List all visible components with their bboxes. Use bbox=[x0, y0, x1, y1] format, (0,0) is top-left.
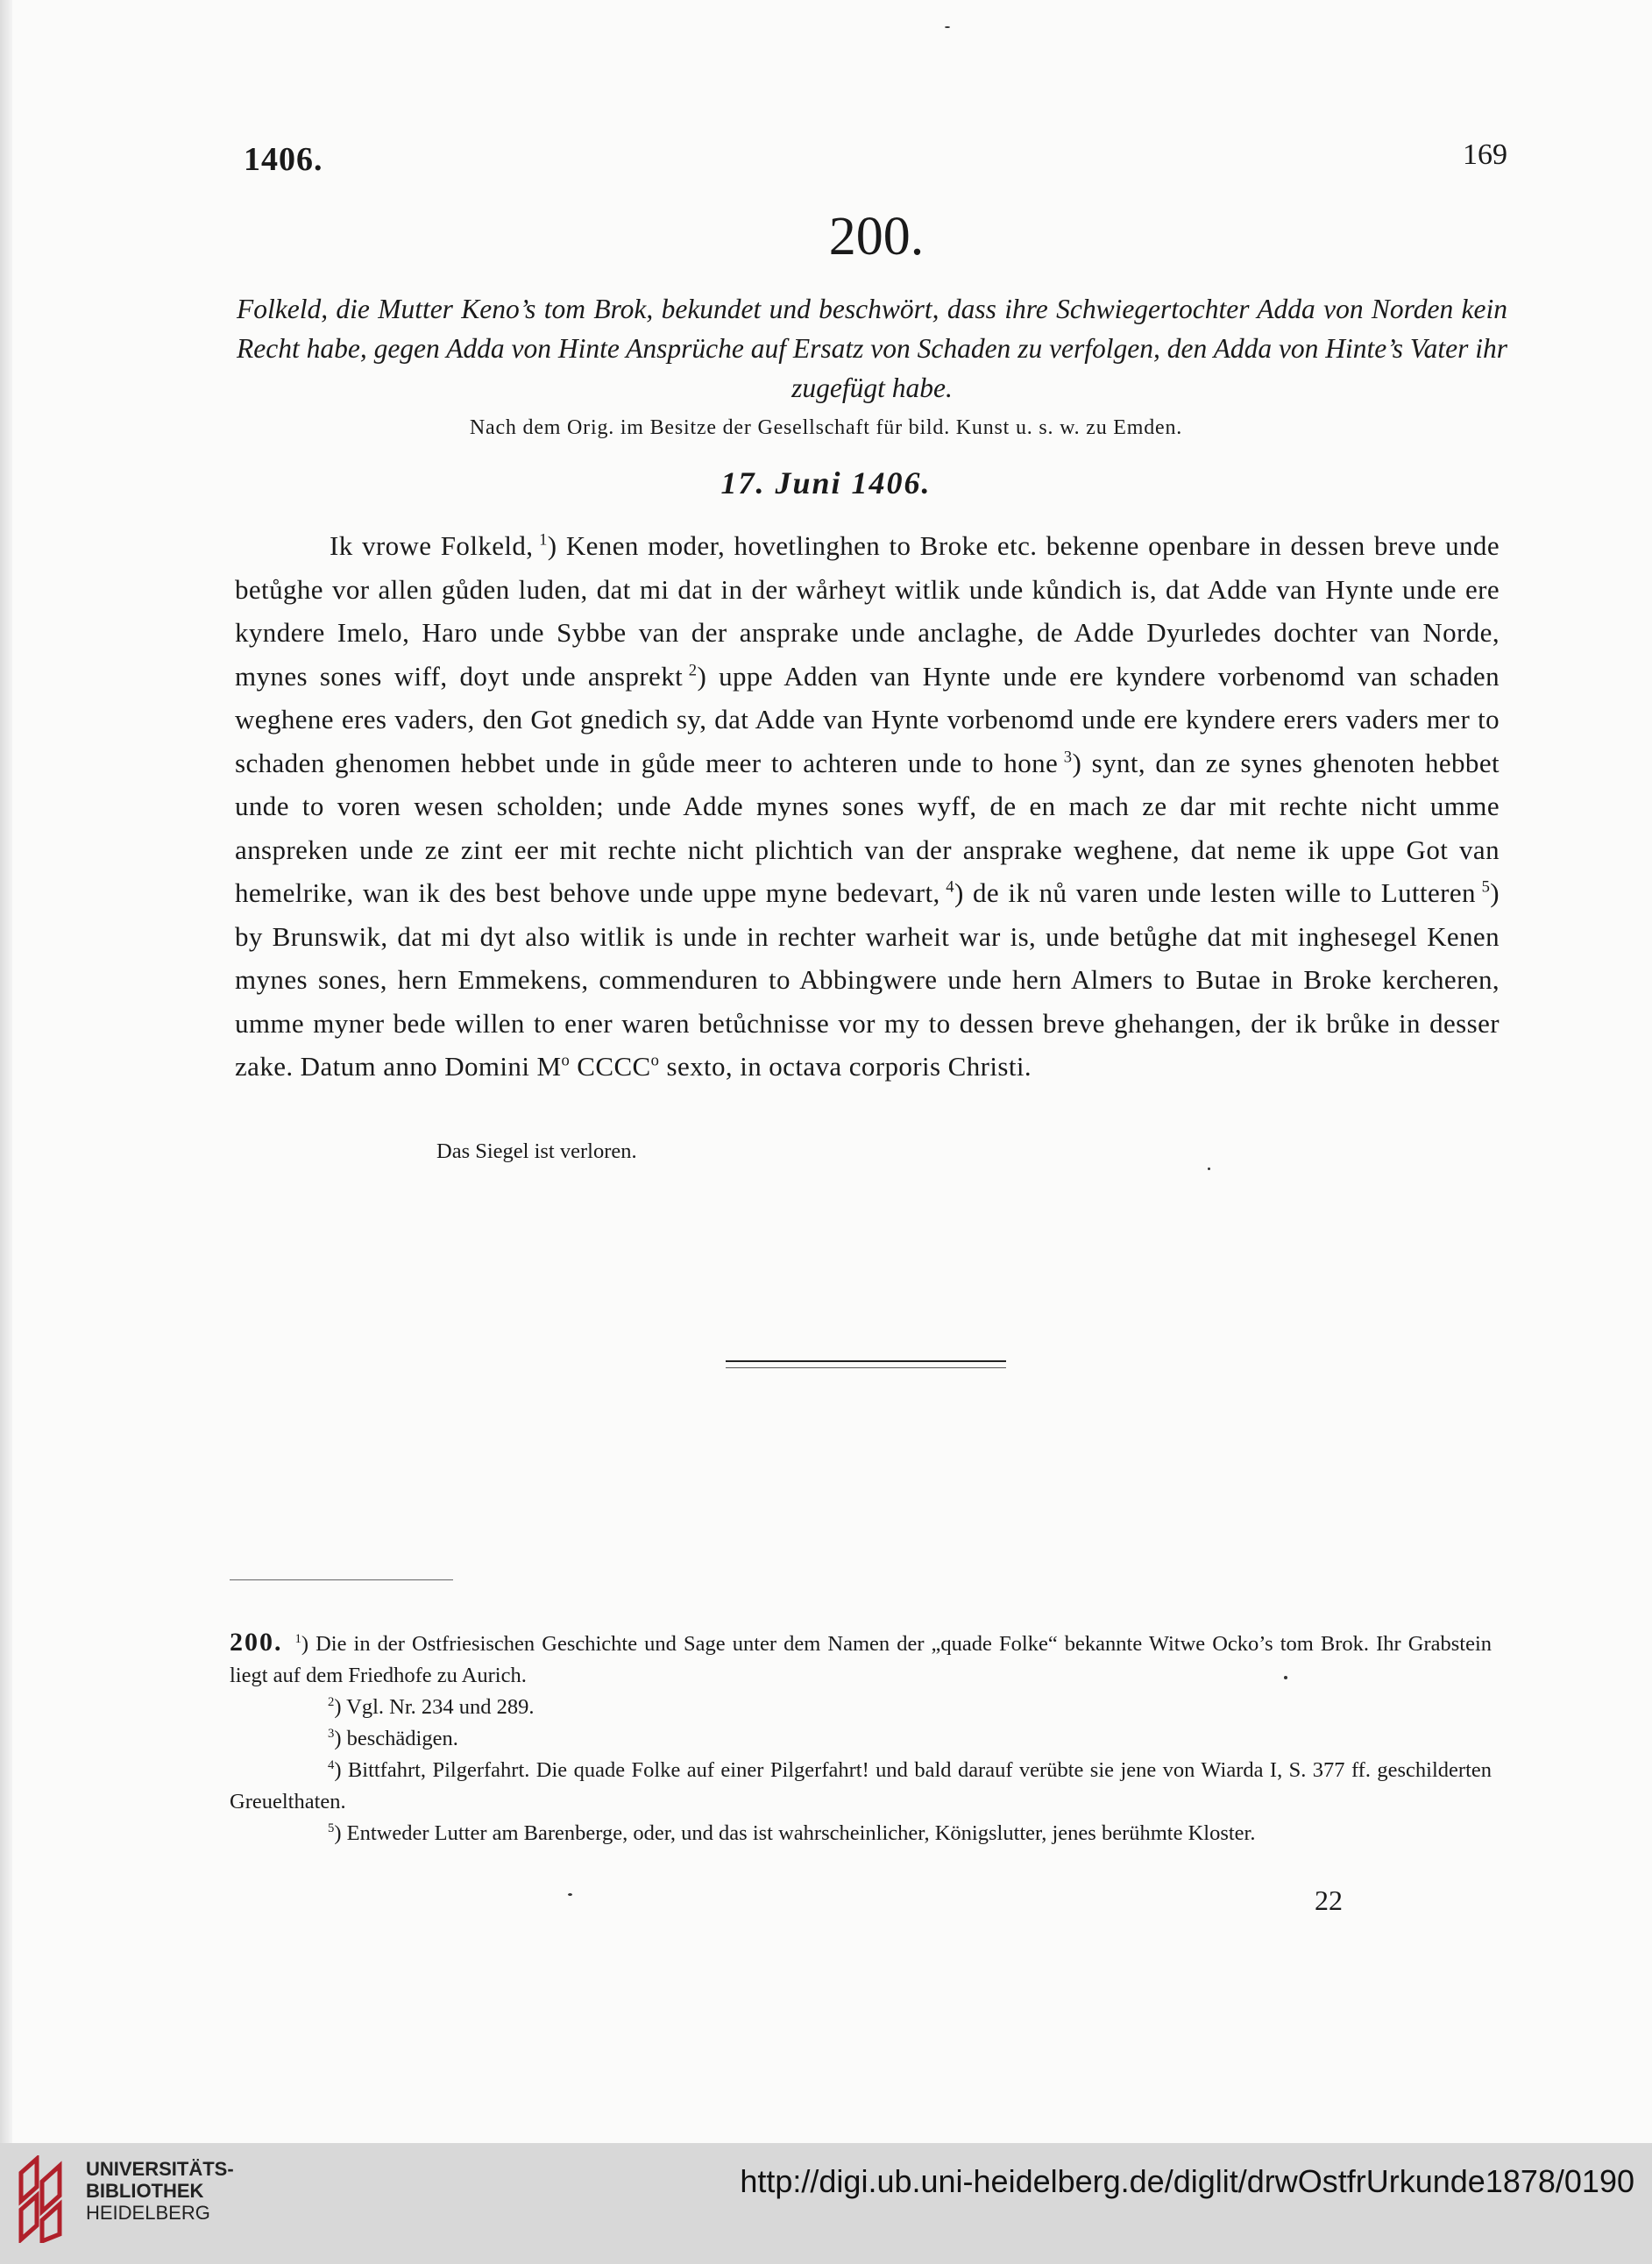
footnote-2 bbox=[230, 1692, 1492, 1723]
source-note: Nach dem Orig. im Besitze der Gesellschaft für bild. Kunst u. s. w. zu Emden. bbox=[469, 416, 1183, 439]
footnote-ref-3: 3 bbox=[1063, 748, 1073, 767]
footnote-4 bbox=[230, 1755, 1492, 1818]
body-text-segment: ) uppe Adden van Hynte unde ere kyndere vorbenomd van schaden weghene eres vaders, den Got gnedich sy, dat Adde van Hynte vorbenomd unde ere kyndere erers vaders mer to schaden ghenomen hebbet unde in gůde meer to achteren unde to hone bbox=[235, 660, 1500, 778]
footnote-text: ) beschädigen. bbox=[334, 1727, 458, 1750]
scan-edge bbox=[0, 0, 12, 2143]
footnotes bbox=[230, 1627, 1492, 1849]
library-name bbox=[86, 2158, 234, 2224]
footnote-section-label: 200. bbox=[230, 1628, 283, 1657]
library-logo-icon bbox=[18, 2155, 67, 2243]
body-text-segment: ) Kenen moder, hovetlinghen to Broke etc. bekenne openbare in dessen breve unde betůghe vor allen gůden luden, dat mi dat in der wårheyt witlik unde kůndich is, dat Adde van Hynte unde ere kyndere Imelo, Haro unde Sybbe van der ansprake unde anclaghe, de Adde Dyurledes dochter van Norde, mynes sones wiff, doyt unde ansprekt bbox=[235, 530, 1500, 692]
footnote-mark: 4 bbox=[328, 1757, 335, 1772]
footnote-ref-4: 4 bbox=[946, 877, 954, 897]
signature-mark: 22 bbox=[1315, 1884, 1343, 1916]
footnote-text: ) Die in der Ostfriesischen Geschichte und Sage unter dem Namen der „quade Folke“ bekannte Witwe Ocko’s tom Brok. Ihr Grabstein liegt auf dem Friedhofe zu Aurich. bbox=[230, 1632, 1492, 1687]
scan-speck bbox=[1284, 1676, 1287, 1679]
page-number: 169 bbox=[1463, 138, 1507, 171]
footnote-3 bbox=[230, 1723, 1492, 1755]
footnote-rule bbox=[230, 1579, 453, 1580]
footnote-ref-1: 1 bbox=[539, 530, 548, 550]
library-name-line: BIBLIOTHEK bbox=[86, 2180, 204, 2202]
footnote-5 bbox=[230, 1818, 1492, 1849]
footnote-text: ) Entweder Lutter am Barenberge, oder, und das ist wahrscheinlicher, Königslutter, jenes berühmte Kloster. bbox=[334, 1821, 1256, 1845]
library-name-line: UNIVERSITÄTS- bbox=[86, 2158, 234, 2180]
footnote-ref-2: 2 bbox=[688, 661, 698, 680]
library-name-line: HEIDELBERG bbox=[86, 2202, 210, 2224]
superscript-o: o bbox=[561, 1051, 571, 1070]
section-divider-ornament bbox=[726, 1360, 1006, 1368]
footnote-text: ) Vgl. Nr. 234 und 289. bbox=[334, 1695, 535, 1719]
footnote-mark: 5 bbox=[328, 1820, 335, 1835]
footnote-mark: 3 bbox=[328, 1726, 335, 1741]
scan-speck bbox=[945, 26, 950, 28]
body-text-segment: sexto, in octava corporis Christi. bbox=[659, 1051, 1032, 1082]
body-text-segment: Ik vrowe Folkeld, bbox=[330, 530, 534, 561]
body-text-segment: ) de ik nů varen unde lesten wille to Lutteren bbox=[954, 877, 1476, 908]
document-number: 200. bbox=[828, 207, 925, 266]
footnote-ref-5: 5 bbox=[1481, 877, 1491, 897]
seal-note: Das Siegel ist verloren. bbox=[436, 1139, 637, 1163]
permalink-url[interactable]: http://digi.ub.uni-heidelberg.de/diglit/drwOstfrUrkunde1878/0190 bbox=[740, 2163, 1634, 2199]
regest-summary: Folkeld, die Mutter Keno’s tom Brok, bekundet und beschwört, dass ihre Schwiegertochter Adda von Norden kein Recht habe, gegen Adda von Hinte Ansprüche auf Ersatz von Schaden zu verfolgen, den Adda von Hinte’s Vater ihr zugefügt habe. bbox=[237, 294, 1507, 403]
footnote-1 bbox=[230, 1627, 1492, 1692]
scan-speck bbox=[1208, 1167, 1210, 1170]
body-text-segment: CCCC bbox=[570, 1051, 651, 1082]
body-text-segment: ) synt, dan ze synes ghenoten hebbet unde to voren wesen scholden; unde Adde mynes sones wyff, de en mach ze dar mit rechte nicht umme anspreken unde ze zint eer mit rechte nicht plichtich van der ansprake weghene, dat neme ik uppe Got van hemelrike, wan ik des best behove unde uppe myne bedevart, bbox=[235, 747, 1500, 908]
footnote-mark: 2 bbox=[328, 1694, 335, 1709]
footer-bar bbox=[0, 2143, 1652, 2264]
footnote-text: ) Bittfahrt, Pilgerfahrt. Die quade Folke auf einer Pilgerfahrt! und bald darauf verübte sie jene von Wiarda I, S. 377 ff. geschilderten Greuelthaten. bbox=[230, 1758, 1492, 1813]
superscript-o: o bbox=[650, 1051, 660, 1070]
body-text-segment: ) by Brunswik, dat mi dyt also witlik is unde in rechter warheit war is, unde betůghe dat mit inghesegel Kenen mynes sones, hern Emmekens, commenduren to Abbingwere unde hern Almers to Butae in Broke kercheren, umme myner bede willen to ener waren betůchnisse vor my to dessen breve ghehangen, der ik brůke in desser zake. Datum anno Domini M bbox=[235, 877, 1500, 1082]
scan-speck bbox=[568, 1893, 572, 1896]
running-head-year: 1406. bbox=[244, 141, 323, 178]
footnote-mark: 1 bbox=[294, 1631, 301, 1646]
document-body bbox=[235, 524, 1500, 1089]
document-date: 17. Juni 1406. bbox=[720, 465, 932, 500]
